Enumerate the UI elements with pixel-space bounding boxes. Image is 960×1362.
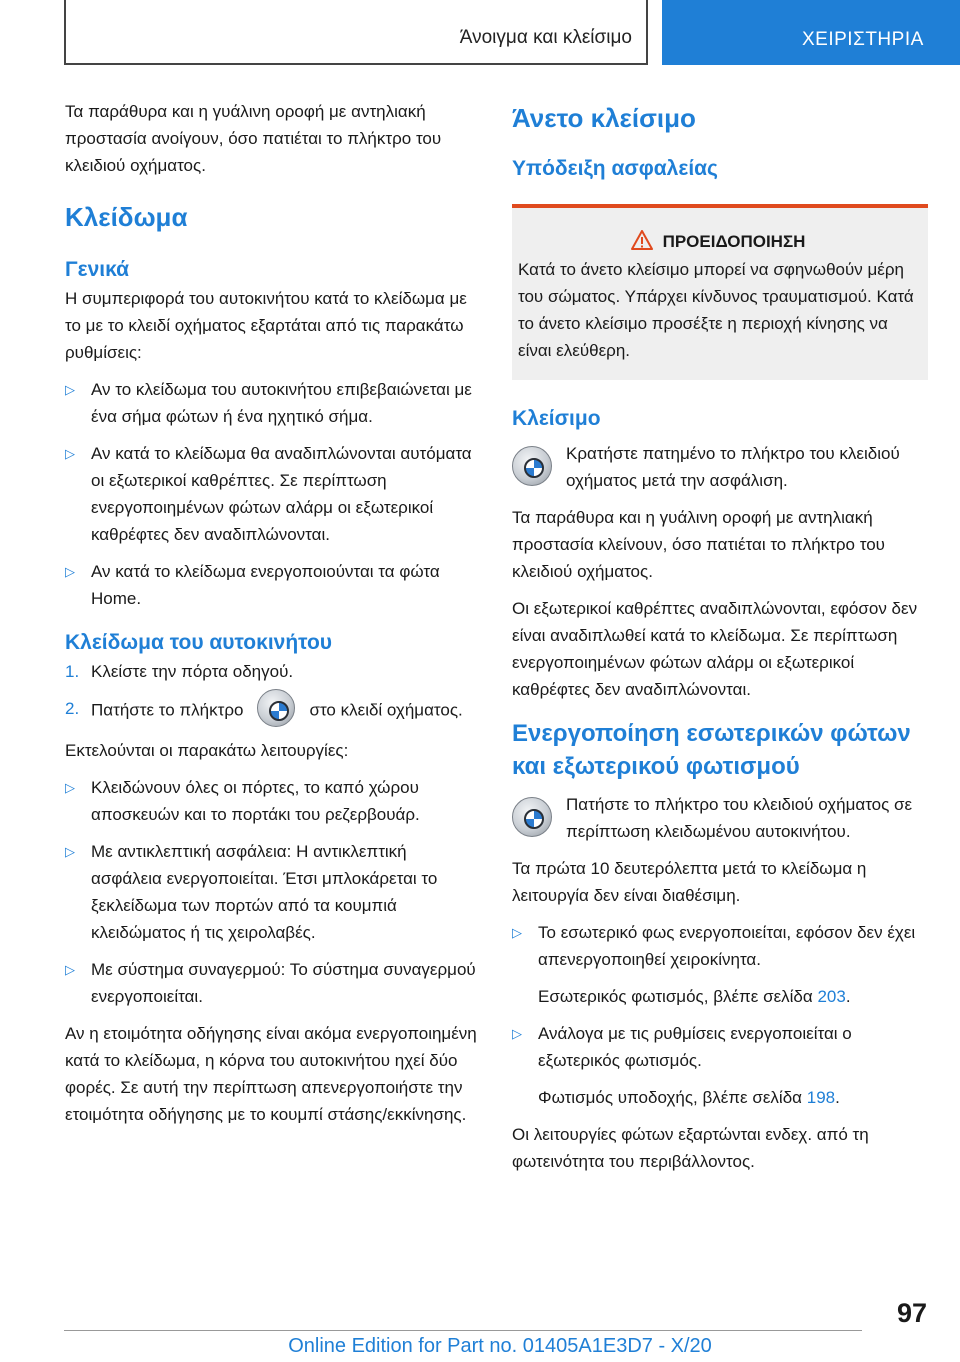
bullet-triangle-icon: ▷: [65, 382, 75, 397]
bmw-key-button-icon: [512, 446, 552, 486]
list-item: ▷ Κλειδώνουν όλες οι πόρτες, το καπό χώρου αποσκευών και το πορτάκι του ρεζερβουάρ.: [65, 774, 479, 828]
warning-title: ΠΡΟΕΙΔΟΠΟΙΗΣΗ: [662, 232, 806, 251]
list-item: ▷ Ανάλογα με τις ρυθμίσεις ενεργοποιείται ο εξωτερικός φωτισμός. Φωτισμός υποδοχής, βλέπε σελίδα 198.: [512, 1020, 928, 1111]
closing-heading: Κλείσιμο: [512, 407, 601, 430]
list-item: ▷ Με σύστημα συναγερμού: Το σύστημα συναγερμού ενεργοποιείται.: [65, 956, 479, 1010]
bmw-key-button-icon: [257, 689, 295, 727]
page-number: 97: [897, 1298, 928, 1328]
functions-intro: Εκτελούνται οι παρακάτω λειτουργίες:: [65, 741, 349, 760]
page-ref-link[interactable]: 198: [806, 1088, 836, 1107]
lights-end-paragraph: Οι λειτουργίες φώτων εξαρτώνται ενδεχ. από τη φωτεινότητα του περιβάλλοντος.: [512, 1125, 869, 1171]
list-item: ▷ Με αντικλεπτική ασφάλεια: Η αντικλεπτική ασφάλεια ενεργοποιείται. Έτσι μπλοκάρεται το ξεκλείδωμα των πορτών από τα κουμπιά κλειδώματος ή τις χειρολαβές.: [65, 838, 479, 946]
header-chapter: [662, 0, 960, 65]
lights-list: [512, 919, 928, 1111]
bullet-triangle-icon: ▷: [65, 780, 75, 795]
right-column: [512, 98, 928, 1185]
safety-heading: Υπόδειξη ασφαλείας: [512, 157, 718, 180]
lights-delay-paragraph: Τα πρώτα 10 δευτερόλεπτα μετά το κλείδωμα η λειτουργία δεν είναι διαθέσιμη.: [512, 859, 867, 905]
step-number: 2.: [65, 699, 80, 718]
lights-heading: Ενεργοποίηση εσωτερικών φώτων και εξωτερικού φωτισμού: [512, 720, 911, 780]
general-heading: Γενικά: [65, 258, 130, 281]
header-section-title: Άνοιγμα και κλείσιμο: [459, 27, 632, 48]
functions-list: [65, 774, 479, 1010]
list-item: ▷ Το εσωτερικό φως ενεργοποιείται, εφόσον δεν έχει απενεργοποιηθεί χειροκίνητα. Εσωτερικός φωτισμός, βλέπε σελίδα 203.: [512, 919, 928, 1010]
closing-hold-block: [512, 440, 928, 494]
step-item: 2. Πατήστε το πλήκτρο στο κλειδί οχήματος.: [65, 695, 479, 727]
lock-steps: [65, 658, 479, 727]
list-item: ▷ Αν το κλείδωμα του αυτοκινήτου επιβεβαιώνεται με ένα σήμα φώτων ή ένα ηχητικό σήμα.: [65, 376, 479, 430]
header-section: [64, 0, 648, 65]
step-number: 1.: [65, 662, 80, 681]
step-item: 1. Κλείστε την πόρτα οδηγού.: [65, 658, 479, 685]
closing-hold-text: Κρατήστε πατημένο το πλήκτρο του κλειδιού οχήματος μετά την ασφάλιση.: [566, 444, 900, 490]
lights-press-text: Πατήστε το πλήκτρο του κλειδιού οχήματος σε περίπτωση κλειδωμένου αυτοκινήτου.: [566, 795, 913, 841]
page-ref-link[interactable]: 203: [817, 987, 846, 1006]
list-item: ▷ Αν κατά το κλείδωμα ενεργοποιούνται τα φώτα Home.: [65, 558, 479, 612]
list-item: ▷ Αν κατά το κλείδωμα θα αναδιπλώνονται αυτόματα οι εξωτερικοί καθρέπτες. Σε περίπτωση ενεργοποιημένων φώτων αλάρμ οι εξωτερικοί καθρέφτες δεν αναδιπλώνονται.: [65, 440, 479, 548]
header-chapter-title: ΧΕΙΡΙΣΤΗΡΙΑ: [802, 29, 924, 50]
bullet-triangle-icon: ▷: [65, 564, 75, 579]
comfort-close-heading: Άνετο κλείσιμο: [512, 103, 696, 133]
footer-edition: Online Edition for Part no. 01405A1E3D7 - X/20: [288, 1335, 712, 1357]
lock-heading: Κλείδωμα: [65, 202, 188, 232]
general-paragraph: Η συμπεριφορά του αυτοκινήτου κατά το κλείδωμα με το με το κλειδί οχήματος εξαρτάται από τις παρακάτω ρυθμίσεις:: [65, 289, 467, 362]
general-list: [65, 376, 479, 612]
bullet-triangle-icon: ▷: [65, 844, 75, 859]
lights-press-block: [512, 791, 928, 845]
intro-paragraph: Τα παράθυρα και η γυάλινη οροφή με αντηλιακή προστασία ανοίγουν, όσο πατιέται το πλήκτρο του κλειδιού οχήματος.: [65, 102, 442, 175]
bullet-triangle-icon: ▷: [512, 925, 522, 940]
warning-triangle-icon: [631, 230, 653, 250]
left-column: [65, 98, 479, 1138]
closing-paragraph: Αν η ετοιμότητα οδήγησης είναι ακόμα ενεργοποιημένη κατά το κλείδωμα, η κόρνα του αυτοκινήτου ηχεί δύο φορές. Σε αυτή την περίπτωση απενεργοποιήστε την ετοιμότητα οδήγησης με το κουμπί στάσης/εκκίνησης.: [65, 1024, 477, 1124]
bullet-triangle-icon: ▷: [512, 1026, 522, 1041]
warning-box: [512, 204, 928, 380]
warning-text: Κατά το άνετο κλείσιμο μπορεί να σφηνωθούν μέρη του σώματος. Υπάρχει κίνδυνος τραυματισμού. Κατά το άνετο κλείσιμο προσέξτε η περιοχή κίνησης να είναι ελεύθερη.: [518, 260, 914, 360]
bmw-key-button-icon: [512, 797, 552, 837]
closing-windows-paragraph: Τα παράθυρα και η γυάλινη οροφή με αντηλιακή προστασία κλείνουν, όσο πατιέται το πλήκτρο του κλειδιού οχήματος.: [512, 508, 885, 581]
bullet-triangle-icon: ▷: [65, 446, 75, 461]
closing-mirrors-paragraph: Οι εξωτερικοί καθρέπτες αναδιπλώνονται, εφόσον δεν είναι αναδιπλωθεί κατά το κλείδωμα. Σε περίπτωση ενεργοποιημένων φώτων αλάρμ οι εξωτερικοί καθρέφτες δεν αναδιπλώνονται.: [512, 599, 918, 699]
bullet-triangle-icon: ▷: [65, 962, 75, 977]
car-lock-heading: Κλείδωμα του αυτοκινήτου: [65, 631, 333, 654]
